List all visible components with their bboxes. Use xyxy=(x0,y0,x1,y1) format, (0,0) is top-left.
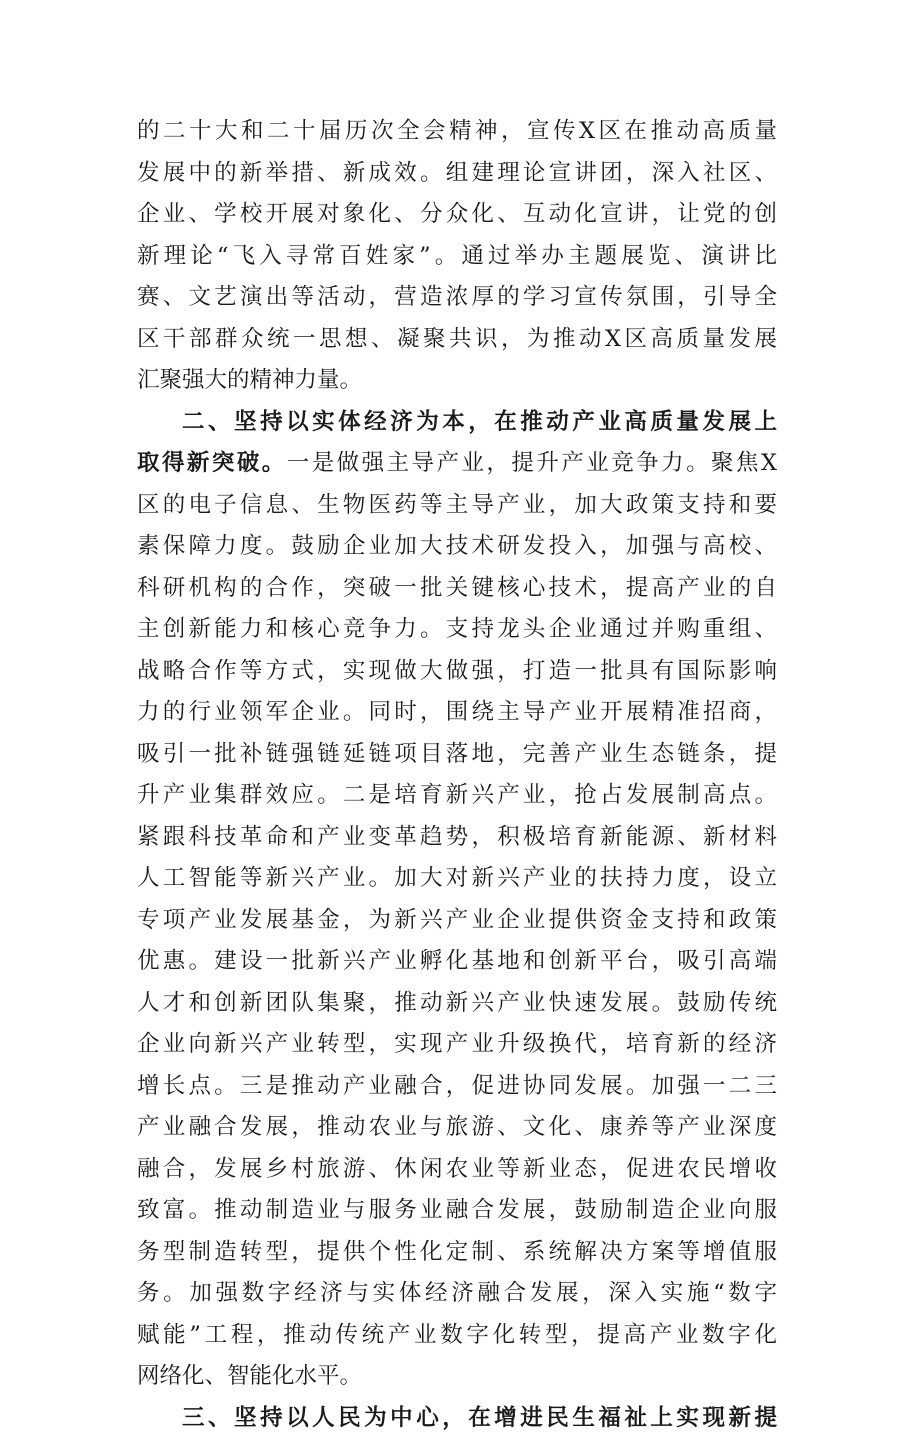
section-heading xyxy=(137,1398,777,1439)
text-line: 吸引一批补链强链延链项目落地，完善产业生态链条，提 xyxy=(137,734,777,776)
text-line: 务型制造转型，提供个性化定制、系统解决方案等增值服 xyxy=(137,1232,777,1274)
text-line: 优惠。建设一批新兴产业孵化基地和创新平台，吸引高端 xyxy=(137,941,777,983)
text-line: 的二十大和二十届历次全会精神，宣传X区在推动高质量 xyxy=(137,111,777,153)
text-line: 战略合作等方式，实现做大做强，打造一批具有国际影响 xyxy=(137,651,777,693)
text-line: 紧跟科技革命和产业变革趋势，积极培育新能源、新材料 xyxy=(137,817,777,859)
text-line: 新理论“飞入寻常百姓家”。通过举办主题展览、演讲比 xyxy=(137,236,777,278)
text-line: 素保障力度。鼓励企业加大技术研发投入，加强与高校、 xyxy=(137,526,777,568)
text-line: 区的电子信息、生物医药等主导产业，加大政策支持和要 xyxy=(137,485,777,527)
body-text xyxy=(137,111,777,1439)
text-line: 科研机构的合作，突破一批关键核心技术，提高产业的自 xyxy=(137,568,777,610)
text-line: 升产业集群效应。二是培育新兴产业，抢占发展制高点。 xyxy=(137,775,777,817)
text-line: 汇聚强大的精神力量。 xyxy=(137,360,777,402)
section-heading xyxy=(137,402,777,444)
text-line: 企业向新兴产业转型，实现产业升级换代，培育新的经济 xyxy=(137,1024,777,1066)
heading-text: 二、坚持以实体经济为本，在推动产业高质量发展上 xyxy=(182,409,777,435)
text-line: 赛、文艺演出等活动，营造浓厚的学习宣传氛围，引导全 xyxy=(137,277,777,319)
text-line: 专项产业发展基金，为新兴产业企业提供资金支持和政策 xyxy=(137,900,777,942)
text-line: 力的行业领军企业。同时，围绕主导产业开展精准招商， xyxy=(137,692,777,734)
text-line xyxy=(137,443,777,485)
text-line: 发展中的新举措、新成效。组建理论宣讲团，深入社区、 xyxy=(137,153,777,195)
text-line: 人工智能等新兴产业。加大对新兴产业的扶持力度，设立 xyxy=(137,858,777,900)
heading-text: 取得新突破。 xyxy=(137,450,287,476)
text-line: 企业、学校开展对象化、分众化、互动化宣讲，让党的创 xyxy=(137,194,777,236)
line-text: 一是做强主导产业，提升产业竞争力。聚焦X xyxy=(287,450,777,476)
heading-text: 三、坚持以人民为中心，在增进民生福祉上实现新提 xyxy=(182,1405,777,1431)
text-line: 网络化、智能化水平。 xyxy=(137,1356,777,1398)
text-line: 融合，发展乡村旅游、休闲农业等新业态，促进农民增收 xyxy=(137,1149,777,1191)
text-line: 赋能”工程，推动传统产业数字化转型，提高产业数字化 xyxy=(137,1315,777,1357)
text-line: 主创新能力和核心竞争力。支持龙头企业通过并购重组、 xyxy=(137,609,777,651)
text-line: 增长点。三是推动产业融合，促进协同发展。加强一二三 xyxy=(137,1066,777,1108)
text-line: 人才和创新团队集聚，推动新兴产业快速发展。鼓励传统 xyxy=(137,983,777,1025)
text-line: 务。加强数字经济与实体经济融合发展，深入实施“数字 xyxy=(137,1273,777,1315)
text-line: 产业融合发展，推动农业与旅游、文化、康养等产业深度 xyxy=(137,1107,777,1149)
text-line: 致富。推动制造业与服务业融合发展，鼓励制造企业向服 xyxy=(137,1190,777,1232)
text-line: 区干部群众统一思想、凝聚共识，为推动X区高质量发展 xyxy=(137,319,777,361)
